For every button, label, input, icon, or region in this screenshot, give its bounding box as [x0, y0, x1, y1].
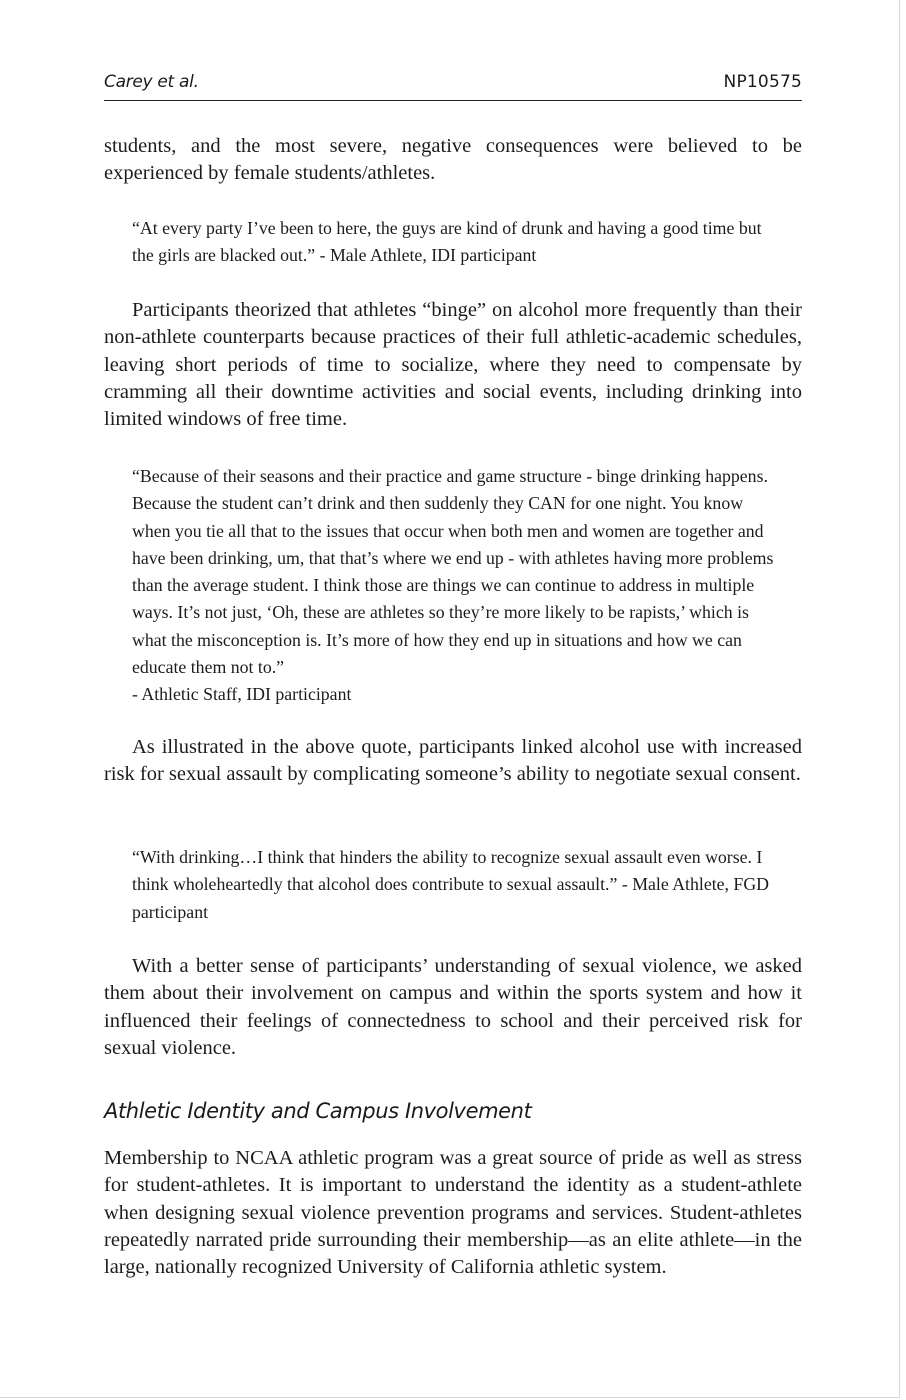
block-quote-3: “With drinking…I think that hinders the ability to recognize sexual assault even worse. I think wholeheartedly that alcohol does contribute to sexual assault.” - Male Athlete, FGD participant — [132, 847, 769, 922]
block-quote-2: “Because of their seasons and their practice and game structure - binge drinking happens. Because the student can’t drink and then suddenly they CAN for one night. You know when you tie all that to the issues that occur when both men and women are together and have been drinking, um, that that’s where we end up - with athletes having more problems than the average student. I think those are things we can continue to address in multiple ways. It’s not just, ‘Oh, these are athletes so they’re more likely to be rapists,’ which is what the misconception is. It’s more of how they end up in situations and how we can educate them not to.” — [132, 466, 774, 678]
block-quote-1: “At every party I’ve been to here, the guys are kind of drunk and having a good time but the girls are blacked out.” - Male Athlete, IDI participant — [132, 218, 762, 266]
body-paragraph-1: students, and the most severe, negative consequences were believed to be experienced by female students/athletes. — [104, 135, 802, 185]
body-paragraph-5: Membership to NCAA athletic program was a great source of pride as well as stress for student-athletes. It is important to understand the identity as a student-athlete when designing sexual violence prevention programs and services. Student-athletes repeatedly narrated pride surrounding their membership—as an elite athlete—in the large, nationally recognized University of California athletic system. — [104, 1147, 802, 1279]
running-head-authors: Carey et al. — [104, 72, 199, 92]
body-paragraph-3: As illustrated in the above quote, participants linked alcohol use with increased risk for sexual assault by complicating someone’s ability to negotiate sexual consent. — [104, 736, 802, 786]
section-heading: Athletic Identity and Campus Involvement — [104, 1099, 532, 1123]
running-head — [104, 70, 802, 101]
body-paragraph-4: With a better sense of participants’ understanding of sexual violence, we asked them about their involvement on campus and within the sports system and how it influenced their feelings of connectedness to school and their perceived risk for sexual violence. — [104, 955, 802, 1059]
block-quote-2-attribution: - Athletic Staff, IDI participant — [132, 684, 352, 704]
body-paragraph-2: Participants theorized that athletes “binge” on alcohol more frequently than their non-athlete counterparts because practices of their full athletic-academic schedules, leaving short periods of time to socialize, where they need to compensate by cramming all their downtime activities and social events, including drinking into limited windows of free time. — [104, 299, 802, 431]
running-head-manuscript-id: NP10575 — [723, 72, 802, 92]
